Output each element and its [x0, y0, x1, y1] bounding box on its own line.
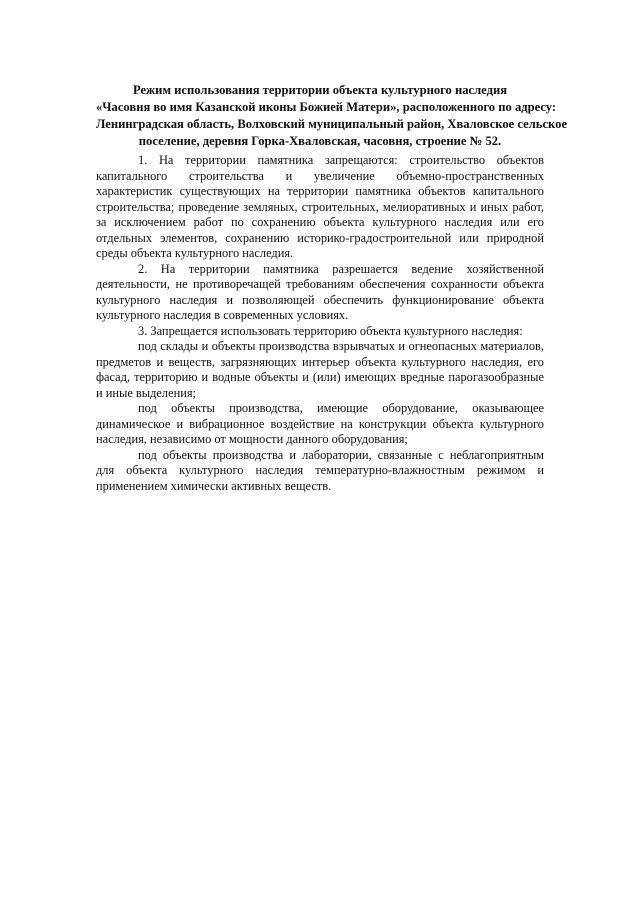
title-line: поселение, деревня Горка-Хваловская, часовня, строение № 52.	[138, 134, 502, 148]
title-line: «Часовня во имя Казанской иконы Божией Матери», расположенного по адресу:	[96, 100, 557, 114]
title-line: Режим использования территории объекта культурного наследия	[132, 83, 508, 97]
paragraph-usage-restrictions: 3. Запрещается использовать территорию объекта культурного наследия:	[138, 323, 523, 338]
document-title	[96, 82, 568, 150]
paragraph-production-equipment: под объекты производства, имеющие оборудование, оказывающее динамическое и вибрационное воздействие на конструкции объекта культурного наследия, независимо от мощности данного оборудования;	[96, 401, 544, 446]
paragraph-prohibitions: 1. На территории памятника запрещаются: строительство объектов капитального строительства и увеличение объемно-пространственных характеристик существующих на территории памятника объектов капитального строительства; проведение земляных, строительных, мелиоративных и иных работ, за исключением работ по сохранению объекта культурного наследия или его отдельных элементов, сохранению историко-градостроительной или природной среды объекта культурного наследия.	[96, 153, 544, 260]
paragraph-laboratories: под объекты производства и лаборатории, связанные с неблагоприятным для объекта культурного наследия температурно-влажностным режимом и применением химически активных веществ.	[96, 447, 544, 493]
title-line: Ленинградская область, Волховский муниципальный район, Хваловское сельское	[96, 117, 568, 131]
document-body	[96, 153, 544, 494]
paragraph-permissions: 2. На территории памятника разрешается ведение хозяйственной деятельности, не противоречащей требованиям обеспечения сохранности объекта культурного наследия и позволяющей обеспечить функционирование объекта культурного наследия в современных условиях.	[96, 261, 544, 322]
paragraph-warehouses: под склады и объекты производства взрывчатых и огнеопасных материалов, предметов и веществ, загрязняющих интерьер объекта культурного наследия, его фасад, территорию и водные объекты и (или) имеющих вредные парогазообразные и иные выделения;	[96, 339, 544, 400]
